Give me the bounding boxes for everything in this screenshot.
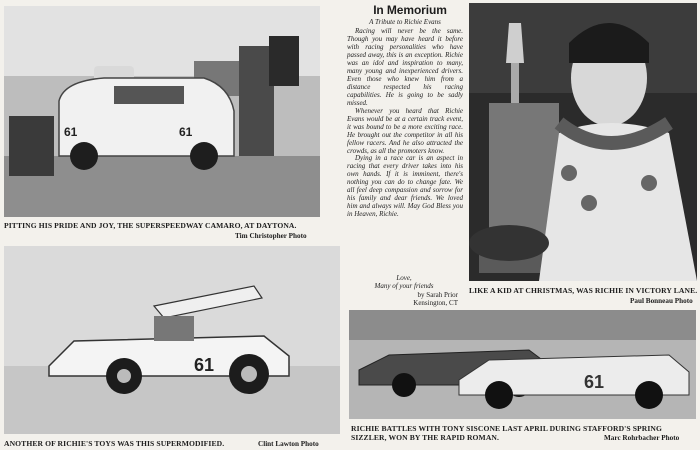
memoriam-signoff: [350, 274, 458, 308]
memoriam-body: [347, 19, 463, 219]
photo-victory-lane: [469, 3, 697, 281]
signoff-location: Kensington, CT: [413, 299, 458, 308]
caption-supermodified: ANOTHER OF RICHIE'S TOYS WAS THIS SUPERMODIFIED.: [4, 439, 225, 448]
signoff-author: by Sarah Prior: [417, 290, 458, 299]
supermodified-car-number: 61: [194, 355, 215, 375]
caption-battle-siscone-2: SIZZLER, WON BY THE RAPID ROMAN.: [351, 433, 499, 442]
photo-supermodified: [4, 246, 340, 434]
memoriam-paragraph-3: Dying in a race car is an aspect in racing that every driver takes into his own hands. If it is imminent, there's nothing you can do to change fate. We all feel deep compassion and sorrow for his family and dear friends. We loved him and always will. May God Bless you in Heaven, Richie.: [347, 154, 463, 219]
credit-victory-lane: Paul Bonneau Photo: [630, 297, 693, 305]
memoriam-paragraph-2: Whenever you heard that Richie Evans would be at a certain track event, it was bound to be a more exciting race. He brought out the competitor in all his fellow racers. And he also attracted the crowds, as all the promoters know.: [347, 106, 463, 155]
memoriam-subtitle: A Tribute to Richie Evans: [369, 18, 441, 26]
credit-supermodified: Clint Lawton Photo: [258, 440, 319, 448]
pit-car-number-rear: 61: [179, 125, 193, 139]
caption-pit-camaro: PITTING HIS PRIDE AND JOY, THE SUPERSPEEDWAY CAMARO, AT DAYTONA.: [4, 221, 297, 230]
battle-car-number: 61: [584, 372, 605, 392]
caption-victory-lane: LIKE A KID AT CHRISTMAS, WAS RICHIE IN VICTORY LANE.: [469, 286, 698, 295]
signoff-love: Love,: [396, 274, 412, 282]
memoriam-paragraph-1: Racing will never be the same. Though you may have heard it before with racing personalities who have passed away, this is an exception. Richie was an idol and inspiration to many, many young and inexperienced drivers. Even those who knew him from a distance respected his racing capabilities. He is going to be sadly missed.: [347, 26, 463, 107]
credit-battle-siscone: Marc Rohrbacher Photo: [604, 434, 680, 442]
credit-pit-camaro: Tim Christopher Photo: [235, 232, 307, 240]
photo-battle-siscone: [349, 310, 696, 419]
photo-pit-camaro: [4, 6, 320, 217]
pit-car-number: 61: [64, 125, 78, 139]
memoriam-title: In Memorium: [373, 3, 447, 17]
signoff-friends: Many of your friends: [374, 282, 434, 291]
caption-battle-siscone-1: RICHIE BATTLES WITH TONY SISCONE LAST APRIL DURING STAFFORD'S SPRING: [351, 424, 662, 433]
